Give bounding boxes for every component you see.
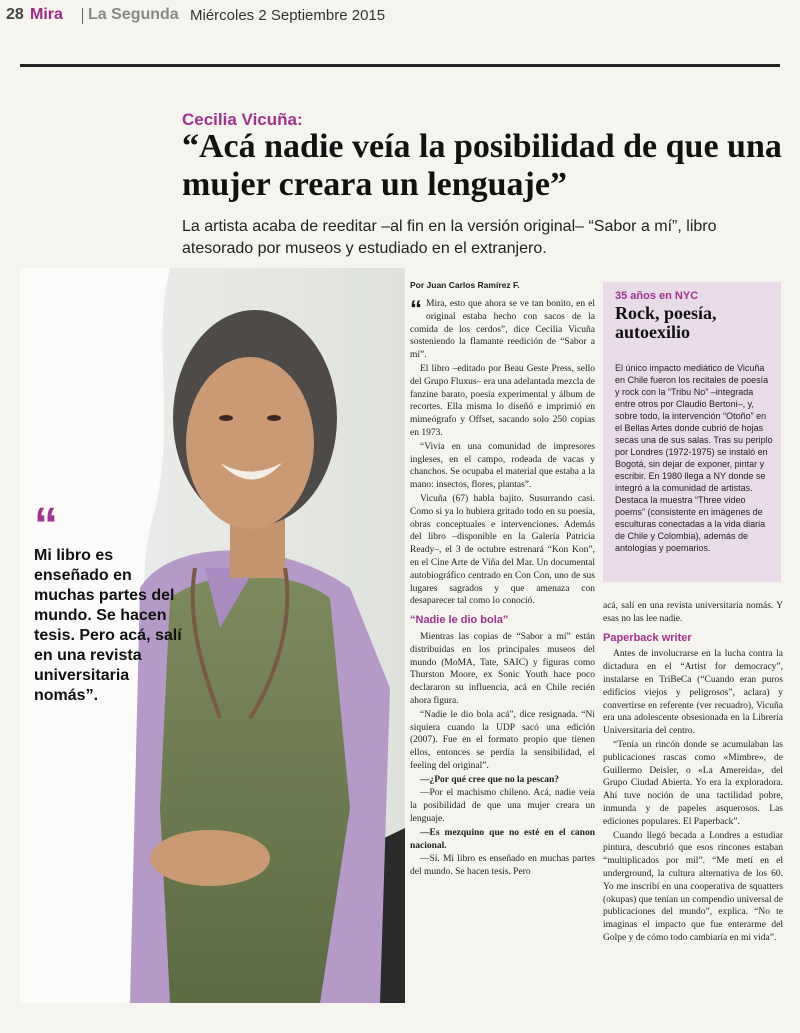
body-paragraph: Mientras las copias de “Sabor a mí” están distribuidas en los principales museos del mundo (MoMA, Tate, SAIC) y figuras como Thurston Moore, ex Sonic Youth hace poco declararon su influencia, acá en Chile recién ahora figura. bbox=[410, 631, 595, 706]
interview-answer: —Por el machismo chileno. Acá, nadie veía la posibilidad de que una mujer creara un lenguaje. bbox=[410, 788, 595, 825]
body-column-1 bbox=[410, 298, 595, 880]
sidebar-kicker: 35 años en NYC bbox=[615, 290, 699, 302]
interview-question: —¿Por qué cree que no la pescan? bbox=[420, 774, 559, 785]
publication-name: La Segunda bbox=[88, 6, 179, 23]
body-paragraph: “Vivía en una comunidad de impresores ingleses, en el campo, rodeada de vacas y chanchos. Se ocupaba el material que estaba a la mano: insectos, flores, plantas”. bbox=[410, 441, 595, 491]
page-header bbox=[0, 0, 800, 30]
body-paragraph: “Nadie le dio bola acá”, dice resignada. “Ni siquiera cuando la UDP sacó una edición (2007). Fue en el formato propio que tienen ellos, entonces se perdía la sensibilidad, el feeling del original”. bbox=[410, 709, 595, 771]
page-number: 28 bbox=[6, 6, 24, 23]
article-headline: “Acá nadie veía la posibilidad de que una mujer creara un lenguaje” bbox=[182, 128, 782, 203]
header-rule bbox=[20, 64, 780, 67]
body-paragraph: Cuando llegó becada a Londres a estudiar pintura, descubrió que esos rincones estaban “multiplicados por mil”. “Me metí en el underground, la cultura alternativa de los 60. Yo me inscribí en una cooperativa de squatters (okupas) que tenían un compendio universal de publicaciones del mundo”, explica. “No te imaginas el impacto que fue enterarme del Golpe y de cómo todo cambiaría en mi vida”. bbox=[603, 830, 783, 943]
body-paragraph: “Tenía un rincón donde se acumulaban las publicaciones rascas como «Mimbre», de Guillermo Deisler, o «La Amereida», del Grupo Ciudad Abierta. Yo era la exploradora. Ahí tuve noción de una tactilidad pobre, inmunda y de papeles asquerosos. Las ediciones populares. El Paperback”. bbox=[603, 739, 783, 827]
interview-question: —Es mezquino que no esté en el canon nacional. bbox=[410, 827, 595, 851]
section-name: Mira bbox=[30, 6, 63, 23]
sidebar-title: Rock, poesía, autoexilio bbox=[615, 303, 717, 342]
sidebar-body: El único impacto mediático de Vicuña en Chile fueron los recitales de poesía y rock con la “Tribu No” –integrada entre otros por Claudio Bertoni–, y, sobre todo, la intervención “Otoño” en el Bellas Artes donde cubrió de hojas secas una de sus salas. Tras su periplo por Londres (1972-1975) se instaló en Bogotá, sin dejar de exponer, pintar y escribir. En 1980 llega a NY donde se integró a la comunidad de artistas. Destaca la muestra “Three video poems” (consistente en imágenes de esculturas conectadas a la vida diaria de Chile y Colombia), además de antologías y poemarios. bbox=[615, 363, 773, 553]
pull-quote-text: Mi libro es enseñado en muchas partes del mundo. Se hacen tesis. Pero acá, salí en una revista universitaria nomás”. bbox=[34, 547, 182, 704]
body-paragraph: acá, salí en una revista universitaria nomás. Y esas no las lee nadie. bbox=[603, 601, 783, 624]
body-paragraph: El libro –editado por Beau Geste Press, sello del Grupo Fluxus– era una adelantada mezcla de fanzine barato, poesía experimental y álbum de recortes. Ella misma lo diseñó e imprimió en mimeógrafo y Offset, sacando solo 250 copias en 1973. bbox=[410, 363, 595, 438]
header-divider bbox=[82, 8, 83, 24]
body-paragraph: Antes de involucrarse en la lucha contra la dictadura en el “Artist for democracy”, instalarse en TriBeCa (“Cuando eran puros edificios viejos y peligrosos”, aclara) y convertirse en referente (ver recuadro), Vicuña era una adolescente obsesionada en la Librería Universitaria del centro. bbox=[603, 649, 783, 737]
pull-quote bbox=[34, 499, 184, 706]
article-kicker: Cecilia Vicuña: bbox=[182, 110, 303, 129]
issue-date: Miércoles 2 Septiembre 2015 bbox=[190, 7, 386, 24]
opening-quote-mark: “ bbox=[410, 296, 422, 323]
sidebar-box bbox=[603, 282, 781, 582]
pull-quote-mark: “ bbox=[34, 499, 58, 552]
subhead-paperback: Paperback writer bbox=[603, 631, 692, 644]
interview-answer: —Sí. Mi libro es enseñado en muchas partes del mundo. Se hacen tesis. Pero bbox=[410, 854, 595, 878]
body-paragraph: Vicuña (67) habla bajito. Susurrando casi. Como si ya lo hubiera gritado todo en su poesía, obras conceptuales e intervenciones. Además del libro –disponible en la Galería Patricia Ready–, el 3 de octubre estrenará “Kon Kon”, en el Cine Arte de Viña del Mar. Un documental autobiográfico centrado en Con Con, uno de sus lugares sagrados y que amenaza con desaparecer tal como lo conoció. bbox=[410, 493, 595, 607]
body-column-2 bbox=[603, 600, 783, 946]
byline: Por Juan Carlos Ramírez F. bbox=[410, 280, 520, 290]
body-paragraph: Mira, esto que ahora se ve tan bonito, en el original estaba hecho con sacos de la comida de los cerdos”, dice Cecilia Vicuña sosteniendo la flamante reedición de “Sabor a mí”. bbox=[410, 299, 595, 361]
article-deck: La artista acaba de reeditar –al fin en la versión original– “Sabor a mí”, libro atesorado por museos y estudiado en el extranjero. bbox=[182, 218, 717, 257]
subhead-nadie: “Nadie le dio bola” bbox=[410, 614, 509, 627]
